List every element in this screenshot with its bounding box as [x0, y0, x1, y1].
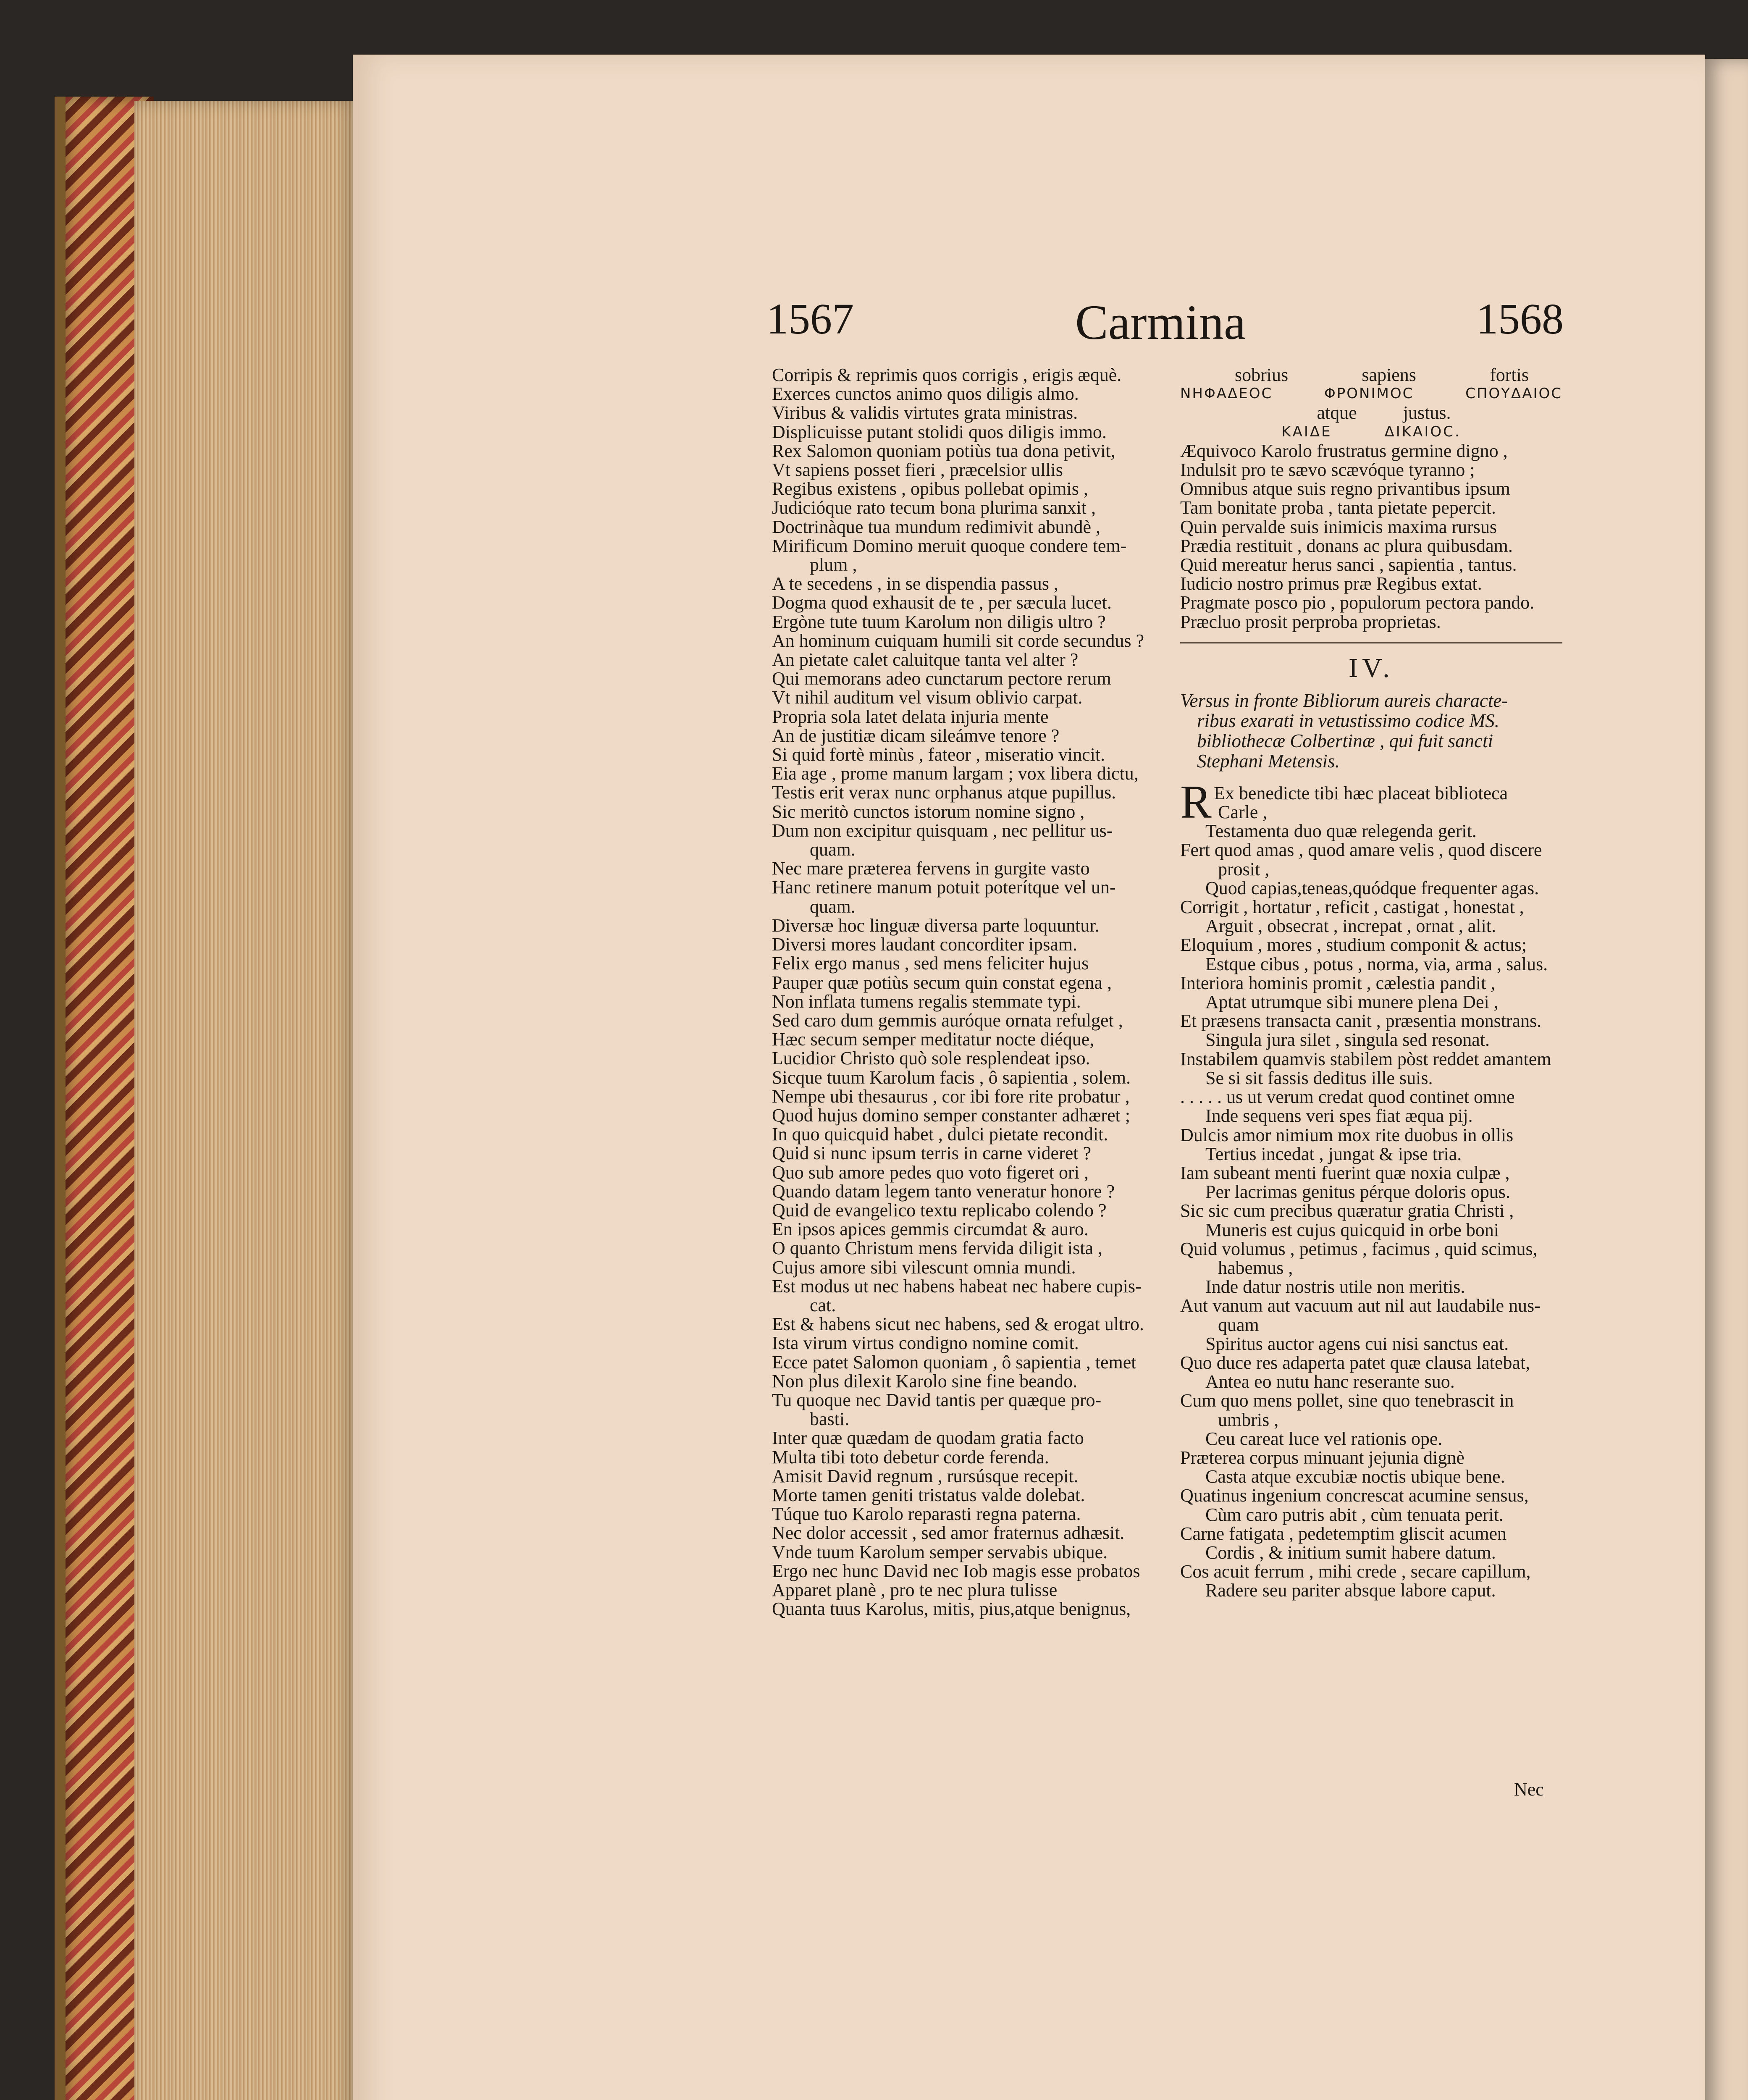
greek-row: [1180, 384, 1562, 403]
verse-line: Æquivoco Karolo frustratus germine digno ,: [1180, 440, 1508, 461]
verse-line: Spiritus auctor agens cui nisi sanctus eat.: [1205, 1333, 1509, 1354]
verse-line: Dulcis amor nimium mox rite duobus in ollis: [1180, 1124, 1514, 1145]
verse-line: Muneris est cujus quicquid in orbe boni: [1205, 1219, 1499, 1240]
verse-line: Exerces cunctos animo quos diligis almo.: [772, 383, 1079, 404]
facing-page-edge: [1701, 59, 1748, 2100]
verse-line: Tertius incedat , jungat & ipse tria.: [1205, 1143, 1462, 1164]
verse-line: Doctrinàque tua mundum redimivit abundè ,: [772, 516, 1101, 537]
verse-line: Ergo nec hunc David nec Iob magis esse probatos: [772, 1560, 1140, 1581]
right-text-column: [1180, 365, 1562, 1600]
verse-line: Cordis , & initium sumit habere datum.: [1205, 1542, 1496, 1563]
verse-line: Carne fatigata , pedetemptim gliscit acumen: [1180, 1523, 1507, 1544]
verse-line: Testis erit verax nunc orphanus atque pupillus.: [772, 782, 1116, 803]
verse-line: Mirificum Domino meruit quoque condere tem-: [772, 535, 1127, 556]
verse-line: Carle ,: [1218, 802, 1268, 823]
verse-line: Ergòne tute tuum Karolum non diligis ultro ?: [772, 611, 1106, 632]
verse-line: Ista virum virtus condigno nomine comit.: [772, 1333, 1079, 1354]
verse-line: Est modus ut nec habens habeat nec habere cupis-: [772, 1276, 1142, 1297]
verse-line: Nempe ubi thesaurus , cor ibi fore rite probatur ,: [772, 1086, 1130, 1107]
gloss-word: fortis: [1490, 365, 1529, 385]
verse-line: Diversæ hoc linguæ diversa parte loquuntur.: [772, 915, 1100, 936]
verse-line: Ceu careat luce vel rationis ope.: [1205, 1428, 1443, 1449]
running-title: Carmina: [1075, 295, 1246, 350]
verse-line: Tu quoque nec David tantis per quæque pro-: [772, 1389, 1102, 1410]
verse-line: Apparet planè , pro te nec plura tulisse: [772, 1580, 1058, 1600]
verse-line: Dogma quod exhausit de te , per sæcula lucet.: [772, 592, 1112, 613]
greek-row-2: ΚΑΙΔΕ ΔΙΚΑΙΟϹ.: [1281, 423, 1461, 440]
verse-line: Aptat utrumque sibi munere plena Dei ,: [1205, 992, 1499, 1013]
verse-line: Sicque tuum Karolum facis , ô sapientia , solem.: [772, 1067, 1131, 1088]
verse-line: Sic meritò cunctos istorum nomine signo ,: [772, 801, 1085, 822]
verse-line: Nec dolor accessit , sed amor fraternus adhæsit.: [772, 1522, 1125, 1544]
verse-line: Vt nihil auditum vel visum oblivio carpat.: [772, 687, 1083, 708]
verse-line: quam.: [810, 839, 856, 860]
verse-line: Nec mare præterea fervens in gurgite vasto: [772, 858, 1090, 879]
verse-line: Cùm caro putris abit , cùm tenuata perit.: [1205, 1504, 1504, 1525]
verse-line: Estque cibus , potus , norma, via, arma , salus.: [1205, 953, 1548, 974]
verse-line: Lucidior Christo quò sole resplendeat ipso.: [772, 1048, 1090, 1069]
verse-line: Inde datur nostris utile non meritis.: [1205, 1276, 1465, 1297]
verse-line: Singula jura silet , singula sed resonat.: [1205, 1029, 1490, 1050]
verse-line: Quo duce res adaperta patet quæ clausa latebat,: [1180, 1352, 1530, 1373]
verse-line: basti.: [810, 1409, 850, 1430]
verse-line: Radere seu pariter absque labore caput.: [1205, 1580, 1496, 1601]
caption-line: Versus in fronte Bibliorum aureis characte-: [1180, 690, 1508, 711]
greek-word: ΝΗΦΑΔΕΟϹ: [1180, 385, 1273, 402]
page-number-right: 1568: [1476, 295, 1564, 343]
verse-line: umbris ,: [1218, 1409, 1279, 1430]
verse-line: Quod hujus domino semper constanter adhæret ;: [772, 1105, 1130, 1126]
verse-line: Quid si nunc ipsum terris in carne videret ?: [772, 1143, 1092, 1164]
verse-line: cat.: [810, 1294, 836, 1315]
greek-word: ϹΠΟΥΔΑΙΟϹ: [1465, 385, 1562, 402]
verse-line: In quo quicquid habet , dulci pietate recondit.: [772, 1124, 1108, 1145]
verse-line: Per lacrimas genitus pérque doloris opus.: [1205, 1181, 1510, 1202]
verse-line: Ex benedicte tibi hæc placeat biblioteca: [1214, 782, 1508, 803]
verse-line: Ecce patet Salomon quoniam , ô sapientia , temet: [772, 1352, 1136, 1373]
verse-line: En ipsos apices gemmis circumdat & auro.: [772, 1219, 1089, 1240]
verse-line: Eloquium , mores , studium componit & actus;: [1180, 934, 1527, 956]
verse-line: Sic sic cum precibus quæratur gratia Christi ,: [1180, 1200, 1514, 1221]
verse-line: Hæc secum semper meditatur nocte diéque,: [772, 1029, 1094, 1050]
verse-line: A te secedens , in se dispendia passus ,: [772, 573, 1058, 594]
verse-line: Aut vanum aut vacuum aut nil aut laudabile nus-: [1180, 1295, 1541, 1316]
verse-line: Viribus & validis virtutes grata ministras.: [772, 402, 1078, 423]
verse-line: Pragmate posco pio , populorum pectora pando.: [1180, 592, 1535, 613]
verse-line: Propria sola latet delata injuria mente: [772, 706, 1049, 727]
verse-line: Iudicio nostro primus præ Regibus extat.: [1180, 573, 1482, 594]
verse-line: Diversi mores laudant concorditer ipsam.: [772, 934, 1078, 955]
verse-line: Interiora hominis promit , cælestia pandit ,: [1180, 972, 1496, 993]
verse-line: Hanc retinere manum potuit poterítque vel un-: [772, 877, 1116, 898]
verse-line: Felix ergo manus , sed mens feliciter hujus: [772, 953, 1089, 974]
verse-line: Si quid fortè minùs , fateor , miseratio vincit.: [772, 744, 1105, 765]
verse-line: Corripis & reprimis quos corrigis , erigis æquè.: [772, 365, 1122, 385]
verse-line: Præcluo prosit perproba proprietas.: [1180, 611, 1441, 632]
verse-line: Præterea corpus minuant jejunia dignè: [1180, 1447, 1465, 1468]
verse-line: Arguit , obsecrat , increpat , ornat , alit.: [1205, 916, 1496, 937]
verse-line: Instabilem quamvis stabilem pòst reddet amantem: [1180, 1048, 1551, 1069]
verse-line: Testamenta duo quæ relegenda gerit.: [1205, 821, 1477, 842]
verse-line: Qui memorans adeo cunctarum pectore rerum: [772, 668, 1111, 689]
caption-line: Stephani Metensis.: [1197, 750, 1340, 772]
verse-line: Sed caro dum gemmis auróque ornata refulget ,: [772, 1010, 1123, 1031]
section-numeral: IV.: [1349, 652, 1394, 683]
verse-line: Vt sapiens posset fieri , præcelsior ullis: [772, 459, 1063, 480]
verse-line: quam: [1218, 1314, 1259, 1335]
verse-line: Quid volumus , petimus , facimus , quid scimus,: [1180, 1238, 1538, 1259]
verse-line: prosit ,: [1218, 858, 1270, 879]
verse-line: An hominum cuiquam humili sit corde secundus ?: [772, 630, 1144, 651]
verse-line: Cos acuit ferrum , mihi crede , secare capillum,: [1180, 1561, 1531, 1582]
greek-word: ΦΡΟΝΙΜΟϹ: [1324, 385, 1414, 402]
verse-line: Amisit David regnum , rursúsque recepit.: [772, 1465, 1079, 1486]
gloss-word: sobrius: [1235, 365, 1289, 385]
section-divider: [1180, 635, 1562, 643]
verse-line: habemus ,: [1218, 1257, 1293, 1278]
book-page-edges: [134, 101, 357, 2100]
verse-line: Inde sequens veri spes fiat æqua pij.: [1205, 1105, 1473, 1126]
verse-line: Fert quod amas , quod amare velis , quod discere: [1180, 840, 1542, 861]
verse-line: plum ,: [810, 554, 857, 575]
verse-line: Rex Salomon quoniam potiùs tua dona petivit,: [772, 440, 1115, 461]
verse-line: Est & habens sicut nec habens, sed & erogat ultro.: [772, 1314, 1144, 1335]
section-caption: [1180, 690, 1562, 771]
verse-line: Omnibus atque suis regno privantibus ipsum: [1180, 478, 1510, 499]
latin-gloss-row-2: atque justus.: [1317, 402, 1451, 423]
verse-line: Non plus dilexit Karolo sine fine beando.: [772, 1370, 1078, 1391]
poem-block-1: [1180, 441, 1562, 631]
verse-line: Non inflata tumens regalis stemmate typi.: [772, 991, 1081, 1012]
verse-line: Dum non excipitur quisquam , nec pellitur us-: [772, 820, 1113, 841]
verse-line: Quando datam legem tanto veneratur honore ?: [772, 1181, 1115, 1202]
verse-line: Multa tibi toto debetur corde ferenda.: [772, 1446, 1049, 1467]
verse-line: Quod capias,teneas,quódque frequenter agas.: [1205, 877, 1539, 898]
verse-line: Judicióque rato tecum bona plurima sanxit ,: [772, 497, 1096, 518]
verse-line: Tam bonitate proba , tanta pietate pepercit.: [1180, 497, 1496, 518]
verse-line: Túque tuo Karolo reparasti regna paterna.: [772, 1504, 1081, 1525]
verse-line: Quid de evangelico textu replicabo colendo ?: [772, 1200, 1107, 1221]
verse-line: Indulsit pro te sævo scævóque tyranno ;: [1180, 459, 1475, 480]
verse-line: Vnde tuum Karolum semper servabis ubique.: [772, 1541, 1108, 1562]
verse-line: An de justitiæ dicam sileámve tenore ?: [772, 725, 1060, 746]
page-number-left: 1567: [766, 295, 854, 343]
verse-line: Se si sit fassis deditus ille suis.: [1205, 1067, 1433, 1088]
verse-line: An pietate calet caluitque tanta vel alter ?: [772, 649, 1079, 670]
left-text-column: [772, 365, 1158, 1618]
catchword: Nec: [1514, 1779, 1544, 1800]
verse-line: Pauper quæ potiùs secum quin constat egena ,: [772, 972, 1112, 993]
verse-line: Cujus amore sibi vilescunt omnia mundi.: [772, 1257, 1076, 1278]
verse-line: Regibus existens , opibus pollebat opimis ,: [772, 478, 1088, 499]
verse-line: Eia age , prome manum largam ; vox libera dictu,: [772, 763, 1139, 784]
verse-line: quam.: [810, 896, 856, 917]
drop-cap: R: [1180, 776, 1212, 828]
verse-line: Quo sub amore pedes quo voto figeret ori ,: [772, 1162, 1089, 1183]
verse-line: Displicuisse putant stolidi quos diligis immo.: [772, 421, 1107, 442]
verse-line: Et præsens transacta canit , præsentia monstrans.: [1180, 1011, 1542, 1032]
verse-line: Quid mereatur herus sanci , sapientia , tantus.: [1180, 554, 1517, 575]
caption-line: bibliothecæ Colbertinæ , qui fuit sancti: [1197, 730, 1493, 751]
verse-line: Morte tamen geniti tristatus valde dolebat.: [772, 1484, 1085, 1505]
verse-line: Iam subeant menti fuerint quæ noxia culpæ ,: [1180, 1162, 1510, 1183]
verse-line: Corrigit , hortatur , reficit , castigat , honestat ,: [1180, 897, 1524, 918]
verse-line: Quanta tuus Karolus, mitis, pius,atque benignus,: [772, 1599, 1131, 1620]
verse-line: O quanto Christum mens fervida diligit ista ,: [772, 1238, 1103, 1259]
poem-block-2: [1180, 776, 1562, 1601]
verse-line: Antea eo nutu hanc reserante suo.: [1205, 1371, 1455, 1392]
verse-line: Quin pervalde suis inimicis maxima rursus: [1180, 516, 1497, 537]
verse-line: Casta atque excubiæ noctis ubique bene.: [1205, 1466, 1505, 1487]
caption-line: ribus exarati in vetustissimo codice MS.: [1197, 710, 1499, 731]
verse-line: Prædia restituit , donans ac plura quibusdam.: [1180, 535, 1513, 556]
verse-line: Quatinus ingenium concrescat acumine sensus,: [1180, 1485, 1529, 1506]
verse-line: . . . . . us ut verum credat quod continet omne: [1180, 1087, 1515, 1108]
verse-line: Inter quæ quædam de quodam gratia facto: [772, 1428, 1084, 1449]
gloss-word: sapiens: [1362, 365, 1416, 385]
verse-line: Cum quo mens pollet, sine quo tenebrascit in: [1180, 1390, 1514, 1411]
latin-gloss-row: [1180, 365, 1562, 384]
